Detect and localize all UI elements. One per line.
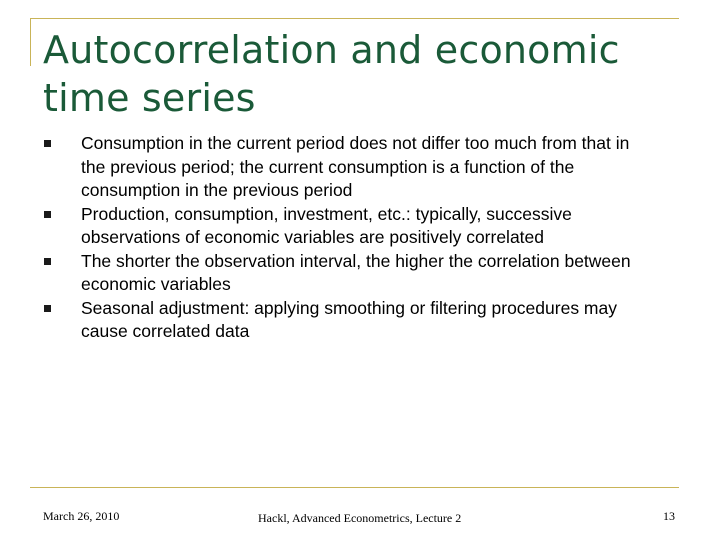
frame-left-line (30, 18, 31, 66)
bullet-list (42, 132, 642, 344)
square-bullet-icon (44, 211, 51, 218)
bullet-item (42, 132, 642, 203)
bullet-text: Consumption in the current period does not differ too much from that in the previous period; the current consumption is a function of the consumption in the previous period (81, 133, 630, 200)
bullet-item (42, 203, 642, 250)
square-bullet-icon (44, 258, 51, 265)
square-bullet-icon (44, 140, 51, 147)
frame-top-line (30, 18, 679, 19)
slide-title: Autocorrelation and economic time series (43, 28, 620, 120)
bullet-item (42, 250, 642, 297)
footer-title: Hackl, Advanced Econometrics, Lecture 2 (258, 511, 462, 525)
page-number: 13 (663, 509, 675, 523)
bullet-text: Production, consumption, investment, etc.: typically, successive observations of economic variables are positively correlated (81, 203, 572, 247)
bullet-item (42, 297, 642, 344)
bullet-text: Seasonal adjustment: applying smoothing or filtering procedures may cause correlated data (81, 297, 617, 341)
footer-date: March 26, 2010 (43, 509, 120, 523)
square-bullet-icon (44, 305, 51, 312)
footer-divider-line (30, 487, 679, 488)
bullet-text: The shorter the observation interval, the higher the correlation between economic variables (81, 250, 631, 294)
